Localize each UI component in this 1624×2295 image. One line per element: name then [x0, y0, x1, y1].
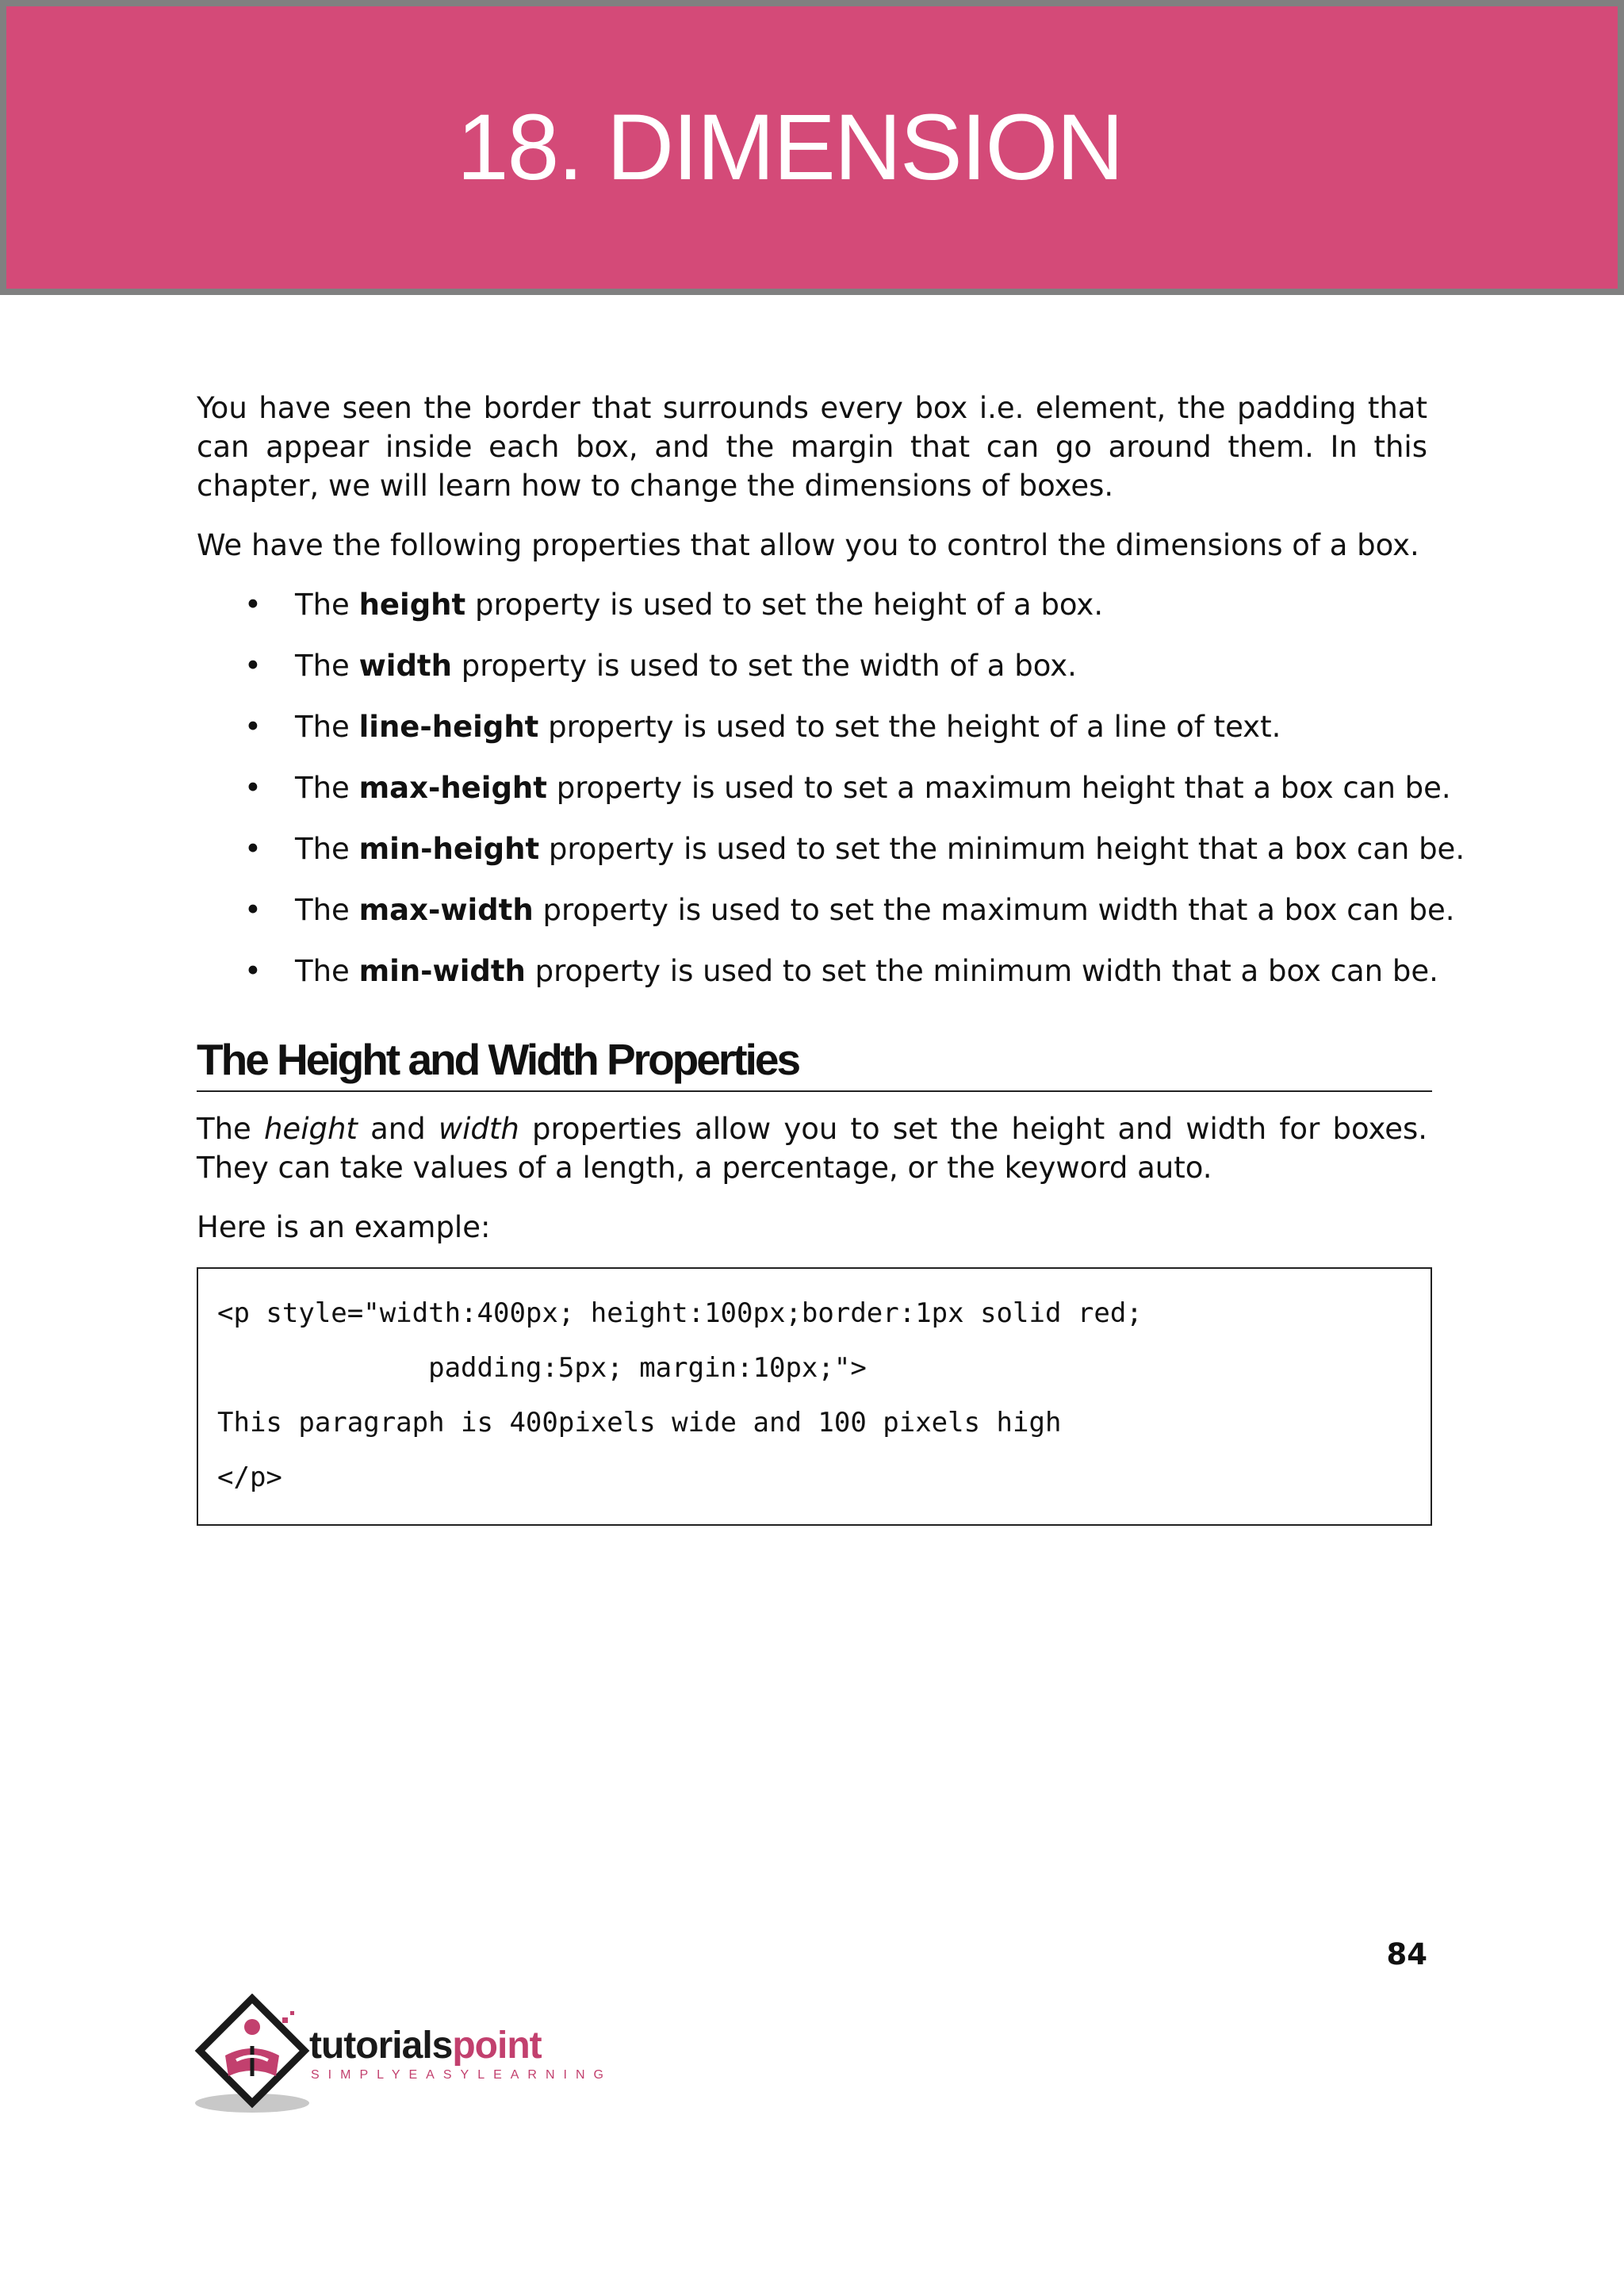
code-example: [197, 1267, 1432, 1526]
code-line: <p style="width:400px; height:100px;border:1px solid red;: [217, 1297, 1143, 1329]
page-content: [197, 389, 1465, 1526]
intro-paragraph-2: We have the following properties that allow you to control the dimensions of a box.: [197, 528, 1419, 562]
tutorialspoint-logo: [193, 1994, 612, 2121]
property-name: max-width: [358, 893, 534, 927]
list-item: • The min-width property is used to set the minimum width that a box can be.: [197, 952, 1427, 990]
list-item: • The max-width property is used to set the maximum width that a box can be.: [197, 891, 1427, 929]
property-name: max-height: [358, 771, 547, 805]
section-heading: The Height and Width Properties: [197, 1032, 1432, 1092]
bullet-icon: •: [244, 588, 262, 622]
chapter-title: 18. DIMENSION: [457, 95, 1123, 200]
list-item: • The max-height property is used to set a maximum height that a box can be.: [197, 768, 1427, 807]
logo-emblem-icon: [193, 1994, 312, 2121]
list-item: • The line-height property is used to set the height of a line of text.: [197, 707, 1427, 746]
property-name: line-height: [358, 710, 539, 744]
chapter-banner: [0, 0, 1624, 295]
example-intro: Here is an example:: [197, 1210, 491, 1244]
bullet-icon: •: [244, 771, 262, 805]
list-item: • The height property is used to set the height of a box.: [197, 585, 1427, 624]
code-line: This paragraph is 400pixels wide and 100 pixels high: [217, 1407, 1062, 1439]
section-paragraph: The height and width properties allow you to set the height and width for boxes. They can take values of a length, a percentage, or the keyword auto.: [197, 1112, 1427, 1185]
list-item: • The width property is used to set the width of a box.: [197, 646, 1427, 685]
code-line: padding:5px; margin:10px;">: [217, 1352, 867, 1384]
property-name: min-height: [358, 832, 540, 866]
page-number: 84: [1386, 1937, 1427, 1971]
bullet-icon: •: [244, 832, 262, 866]
bullet-icon: •: [244, 954, 262, 988]
logo-wordmark: tutorialspoint: [309, 2025, 542, 2067]
property-name: min-width: [358, 954, 526, 988]
property-name: width: [358, 649, 452, 683]
bullet-icon: •: [244, 649, 262, 683]
list-item: • The min-height property is used to set the minimum height that a box can be.: [197, 829, 1427, 868]
property-list: [197, 585, 1465, 990]
logo-tagline: SIMPLYEASYLEARNING: [311, 2068, 612, 2082]
intro-paragraph-1: You have seen the border that surrounds every box i.e. element, the padding that can appear inside each box, and the margin that can go around them. In this chapter, we will learn how to change the dimensions of boxes.: [197, 391, 1427, 503]
code-line: </p>: [217, 1462, 282, 1493]
bullet-icon: •: [244, 893, 262, 927]
property-name: height: [358, 588, 466, 622]
bullet-icon: •: [244, 710, 262, 744]
